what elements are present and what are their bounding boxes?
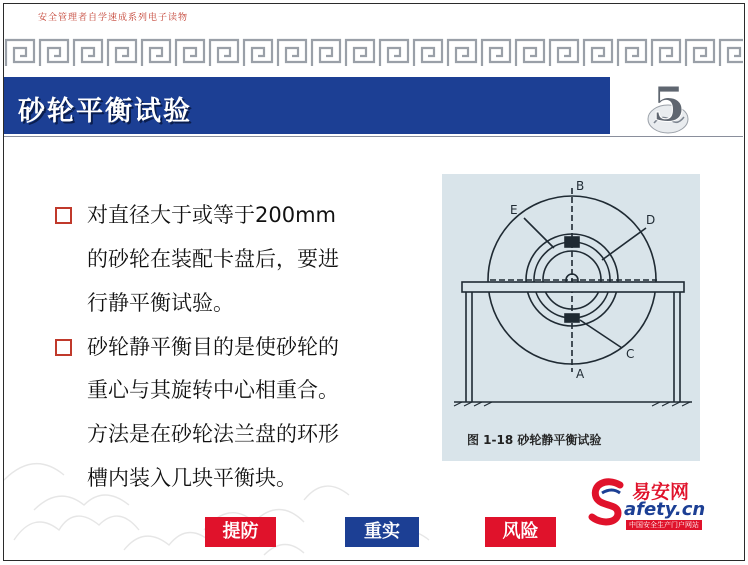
- label-a: A: [576, 367, 585, 381]
- bullet-2-line-1: 砂轮静平衡目的是使砂轮的: [87, 335, 339, 359]
- title-rule: [4, 136, 743, 137]
- bullet-marker-2: [55, 339, 72, 356]
- footer-button-1[interactable]: 提防: [205, 517, 276, 547]
- bullet-2-line-4: 槽内装入几块平衡块。: [87, 466, 297, 490]
- footer-button-3[interactable]: 风险: [485, 517, 556, 547]
- grinding-wheel-diagram: [442, 174, 700, 461]
- bullet-1-line-3: 行静平衡试验。: [87, 291, 234, 315]
- bullet-1-line-1: 对直径大于或等于200mm: [87, 203, 336, 227]
- balance-test-figure: [442, 174, 700, 461]
- bullet-2-line-3: 方法是在砂轮法兰盘的环形: [87, 422, 339, 446]
- label-c: C: [626, 347, 635, 361]
- footer-button-2[interactable]: 重实: [345, 517, 419, 547]
- bullet-marker-1: [55, 207, 72, 224]
- slide-title: 砂轮平衡试验: [18, 96, 192, 127]
- label-d: D: [646, 213, 656, 227]
- logo-brand-cn: 易安网: [632, 481, 690, 503]
- label-b: B: [576, 179, 585, 193]
- figure-caption: 图 1-18 砂轮静平衡试验: [467, 433, 602, 447]
- logo-s-icon: [588, 477, 628, 529]
- label-e: E: [510, 203, 518, 217]
- chapter-number: 5: [652, 77, 686, 133]
- logo-domain: afety.cn: [624, 499, 706, 520]
- chapter-number-ornament: [646, 77, 692, 137]
- bullet-1-line-2: 的砂轮在装配卡盘后，要进: [87, 247, 339, 271]
- logo-tagline: 中国安全生产门户网站: [626, 520, 702, 530]
- bullet-2-line-2: 重心与其旋转中心相重合。: [87, 378, 339, 402]
- fret-pattern-border: [4, 36, 743, 70]
- safety-cn-logo[interactable]: [588, 475, 738, 531]
- series-title: 安全管理者自学速成系列电子读物: [38, 13, 189, 23]
